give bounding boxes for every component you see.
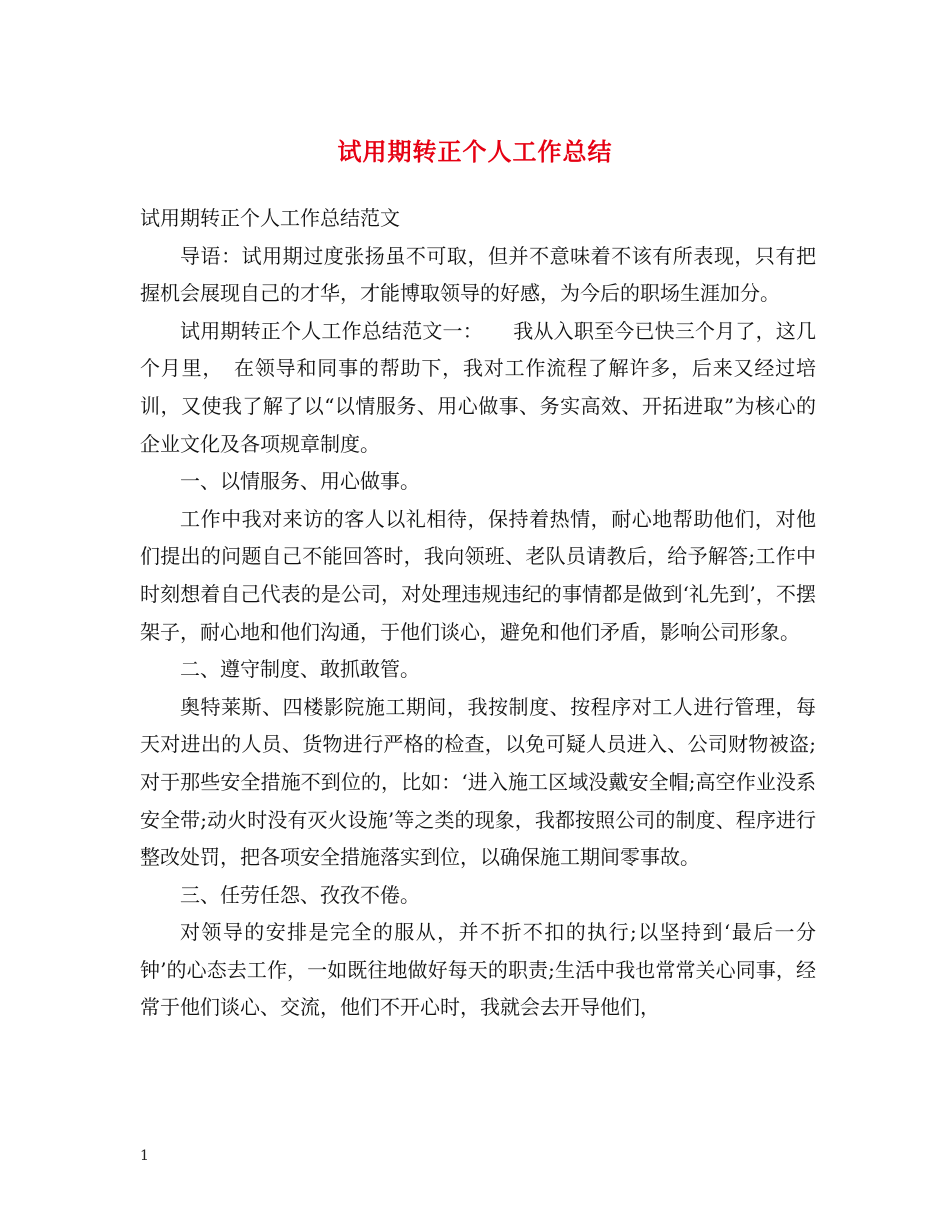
document-title: 试用期转正个人工作总结 [337, 138, 613, 166]
section-heading: 二、遵守制度、敢抓敢管。 [180, 657, 420, 682]
page-number: 1 [140, 1148, 149, 1164]
subtitle-paragraph: 试用期转正个人工作总结范文 [140, 206, 400, 230]
body-paragraph: 工作中我对来访的客人以礼相待，保持着热情，耐心地帮助他们，对他们提出的问题自己不能回答时，我向领班、老队员请教后，给予解答;工作中时刻想着自己代表的是公司，对处理违规违纪的事情都是做到‘礼先到’，不摆架子，耐心地和他们沟通，于他们谈心，避免和他们矛盾，影响公司形象。 [140, 506, 816, 644]
body-paragraph: 对领导的安排是完全的服从，并不折不扣的执行;以坚持到‘最后一分钟’的心态去工作，一如既往地做好每天的职责;生活中我也常常关心同事，经常于他们谈心、交流，他们不开心时，我就会去开导他们， [140, 920, 816, 1020]
document-body [140, 200, 816, 1027]
body-paragraph: 试用期转正个人工作总结范文一： 我从入职至今已快三个月了，这几个月里， 在领导和同事的帮助下，我对工作流程了解许多，后来又经过培训，又使我了解了以“以情服务、用心做事、务实高效、开拓进取”为核心的企业文化及各项规章制度。 [140, 318, 816, 456]
intro-paragraph: 导语：试用期过度张扬虽不可取，但并不意味着不该有所表现，只有把握机会展现自己的才华，才能博取领导的好感，为今后的职场生涯加分。 [140, 243, 816, 306]
section-heading: 三、任劳任怨、孜孜不倦。 [180, 882, 420, 907]
body-paragraph: 奥特莱斯、四楼影院施工期间，我按制度、按程序对工人进行管理，每天对进出的人员、货物进行严格的检查，以免可疑人员进入、公司财物被盗;对于那些安全措施不到位的，比如：‘进入施工区域没戴安全帽;高空作业没系安全带;动火时没有灭火设施’等之类的现象，我都按照公司的制度、程序进行整改处罚，把各项安全措施落实到位，以确保施工期间零事故。 [140, 694, 816, 870]
section-heading: 一、以情服务、用心做事。 [180, 469, 420, 494]
